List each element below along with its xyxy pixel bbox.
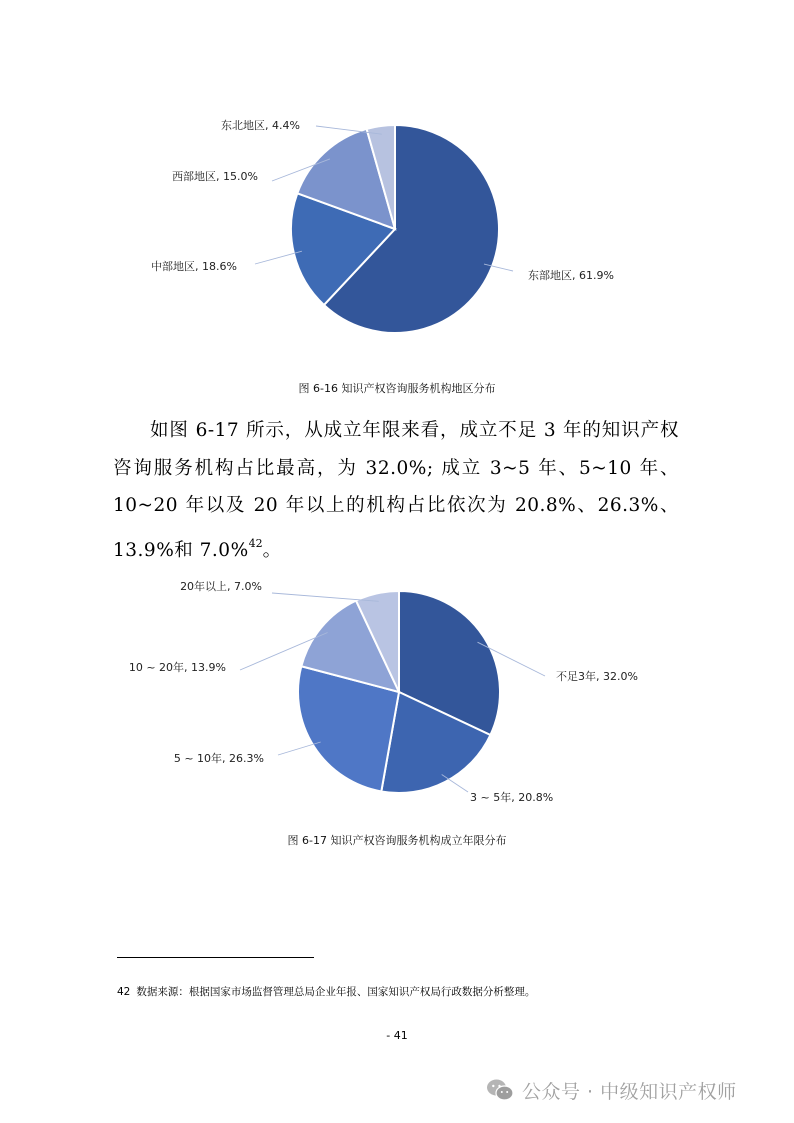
founding-years-pie-chart: [0, 572, 794, 812]
region-data-label-4: 东北地区, 4.4%: [221, 119, 300, 132]
figure-6-17-caption: 图 6-17 知识产权咨询服务机构成立年限分布: [287, 834, 507, 847]
years-data-label-3: 5 ~ 10年, 26.3%: [173, 752, 264, 765]
footnote-number: 42: [117, 986, 131, 998]
footnote-divider: [117, 957, 314, 958]
years-data-label-5: 20年以上, 7.0%: [180, 580, 262, 593]
footnote-text: 数据来源：根据国家市场监督管理总局企业年报、国家知识产权局行政数据分析整理。: [136, 986, 536, 998]
paragraph-tail: 。: [262, 539, 282, 561]
wechat-icon: [486, 1078, 514, 1102]
page-number: - 41: [386, 1029, 408, 1042]
watermark-text: 公众号 · 中级知识产权师: [522, 1080, 737, 1103]
region-data-label-1: 东部地区, 61.9%: [528, 269, 614, 282]
body-paragraph: [113, 412, 679, 569]
footnote: [117, 984, 535, 999]
watermark: [486, 1075, 737, 1105]
paragraph-text: 如图 6-17 所示，从成立年限来看，成立不足 3 年的知识产权咨询服务机构占比最高，为 32.0%; 成立 3~5 年、5~10 年、10~20 年以及 20 年以上的机构占比依次为 20.8%、26.3%、13.9%和 7.0%: [113, 420, 679, 561]
region-data-label-2: 中部地区, 18.6%: [151, 260, 237, 273]
region-data-label-3: 西部地区, 15.0%: [172, 170, 258, 183]
footnote-reference[interactable]: 42: [248, 536, 263, 550]
years-data-label-4: 10 ~ 20年, 13.9%: [128, 661, 226, 674]
figure-6-16-caption: 图 6-16 知识产权咨询服务机构地区分布: [298, 382, 496, 395]
years-data-label-1: 不足3年, 32.0%: [556, 670, 638, 683]
region-pie-chart: [0, 100, 794, 350]
years-data-label-2: 3 ~ 5年, 20.8%: [470, 791, 554, 804]
